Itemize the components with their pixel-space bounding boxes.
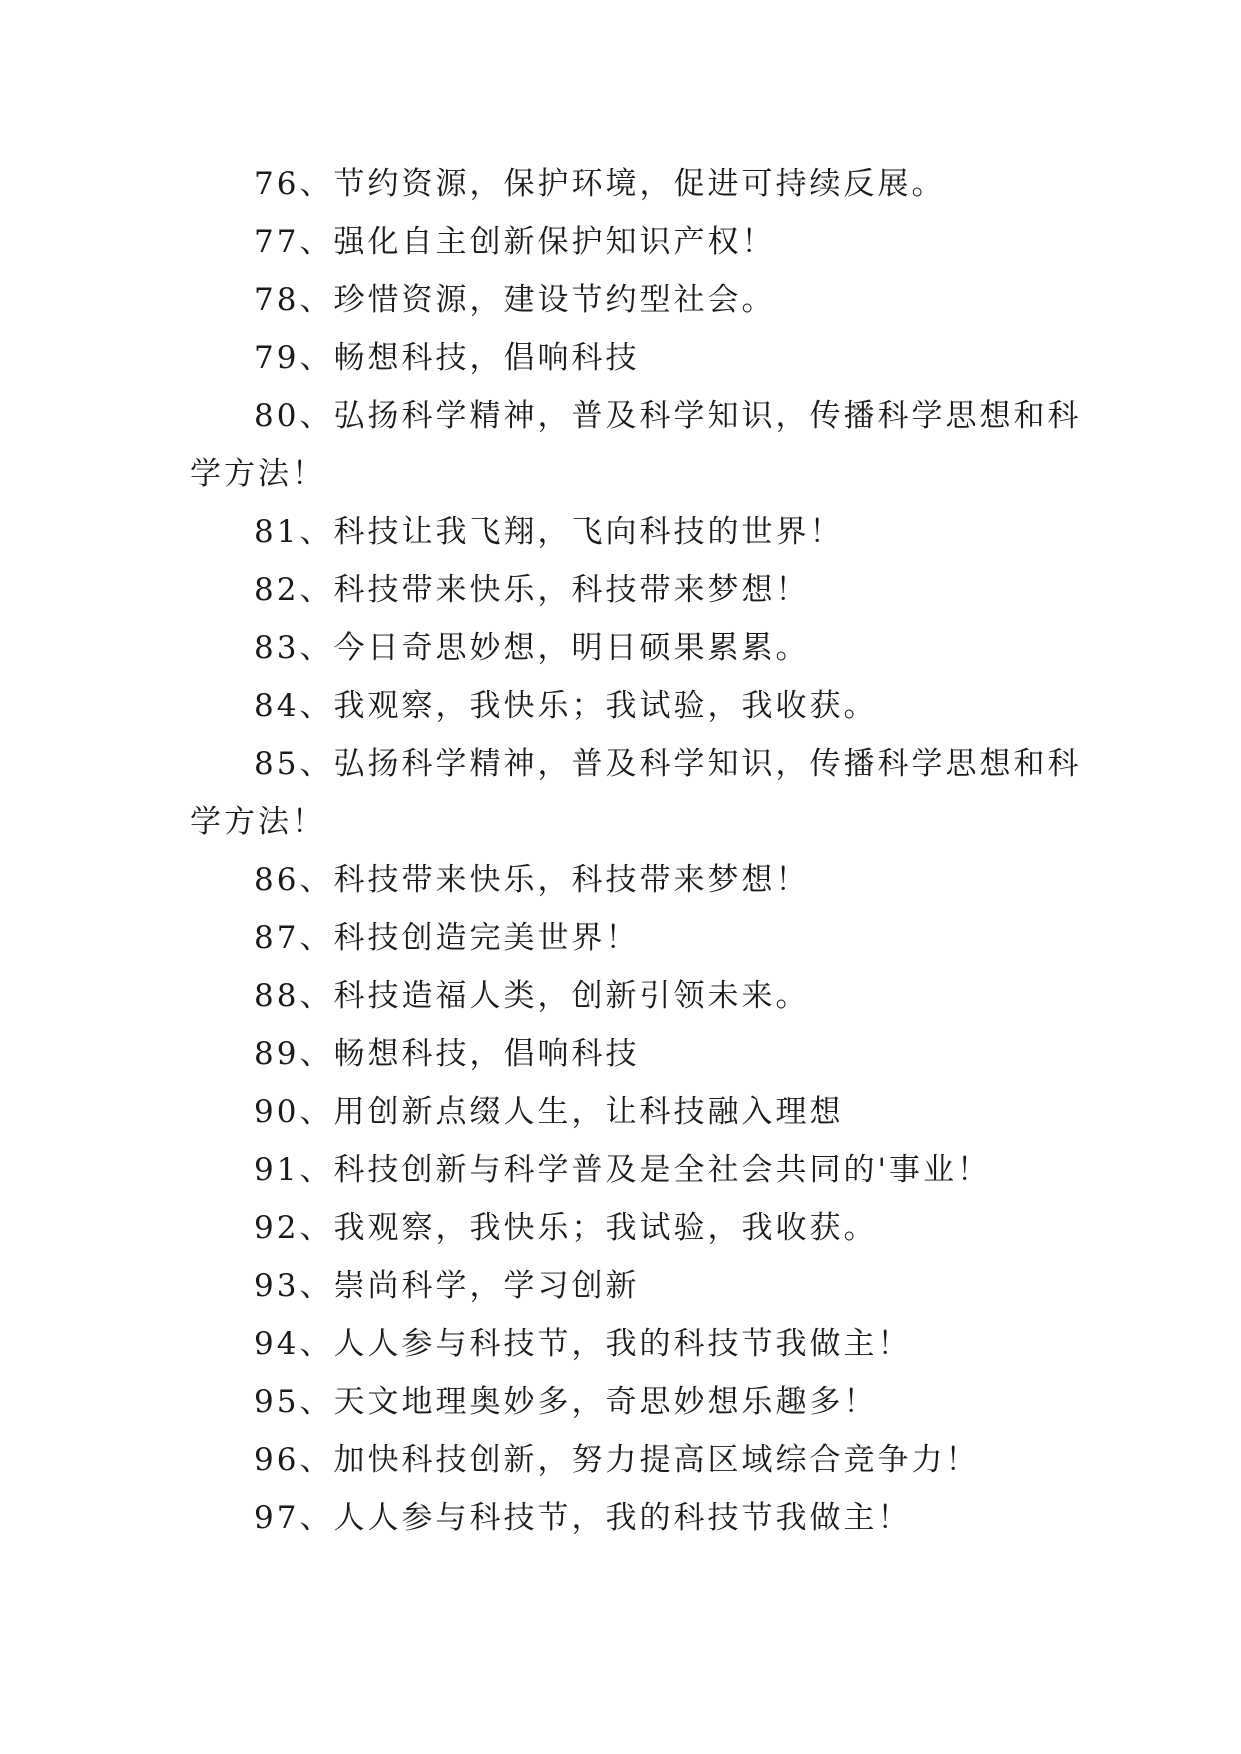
slogan-line: 88、科技造福人类，创新引领未来。	[254, 978, 810, 1014]
slogan-line: 76、节约资源，保护环境，促进可持续反展。	[254, 166, 946, 202]
slogan-line: 89、畅想科技，倡响科技	[254, 1036, 640, 1072]
slogan-line: 79、畅想科技，倡响科技	[254, 340, 640, 376]
slogan-line-continuation: 学方法！	[190, 456, 326, 492]
slogan-line: 90、用创新点缀人生，让科技融入理想	[254, 1094, 844, 1130]
slogan-line: 81、科技让我飞翔，飞向科技的世界！	[254, 514, 844, 550]
slogan-line-continuation: 学方法！	[190, 804, 326, 840]
slogan-line: 95、天文地理奥妙多，奇思妙想乐趣多！	[254, 1384, 878, 1420]
slogan-line: 77、强化自主创新保护知识产权！	[254, 224, 776, 260]
slogan-line: 83、今日奇思妙想，明日硕果累累。	[254, 630, 810, 666]
document-body	[190, 155, 1082, 1547]
slogan-line: 80、弘扬科学精神，普及科学知识，传播科学思想和科	[254, 398, 1082, 434]
slogan-line: 91、科技创新与科学普及是全社会共同的'事业！	[254, 1152, 991, 1188]
slogan-line: 92、我观察，我快乐；我试验，我收获。	[254, 1210, 878, 1246]
slogan-line: 82、科技带来快乐，科技带来梦想！	[254, 572, 810, 608]
slogan-line: 85、弘扬科学精神，普及科学知识，传播科学思想和科	[254, 746, 1082, 782]
slogan-line: 78、珍惜资源，建设节约型社会。	[254, 282, 776, 318]
slogan-line: 87、科技创造完美世界！	[254, 920, 640, 956]
slogan-line: 96、加快科技创新，努力提高区域综合竞争力！	[254, 1442, 980, 1478]
slogan-line: 94、人人参与科技节，我的科技节我做主！	[254, 1326, 912, 1362]
slogan-line: 84、我观察，我快乐；我试验，我收获。	[254, 688, 878, 724]
slogan-line: 93、崇尚科学，学习创新	[254, 1268, 640, 1304]
slogan-line: 97、人人参与科技节，我的科技节我做主！	[254, 1500, 912, 1536]
slogan-line: 86、科技带来快乐，科技带来梦想！	[254, 862, 810, 898]
